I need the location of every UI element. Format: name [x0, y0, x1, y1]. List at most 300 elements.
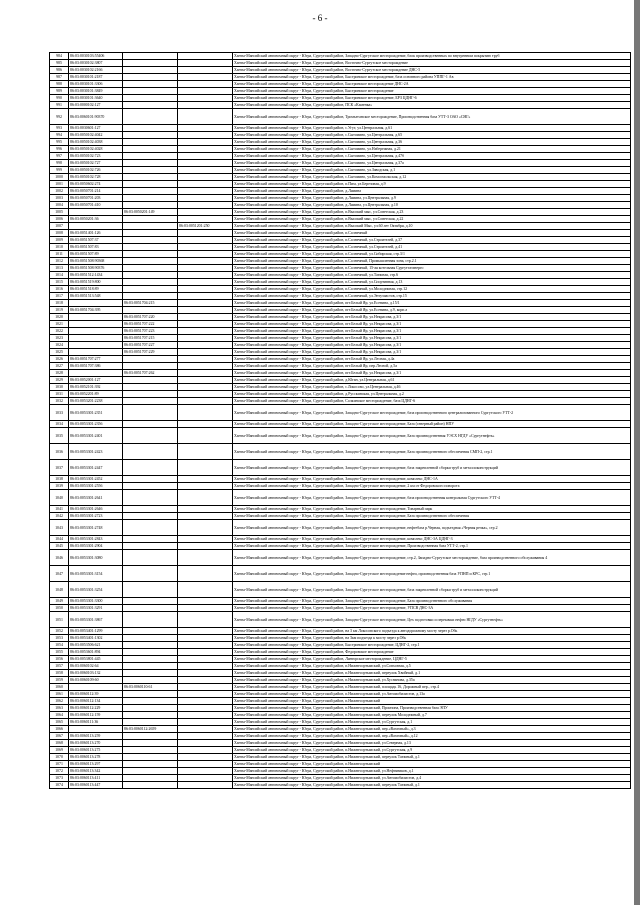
row-number: 1021	[50, 321, 69, 328]
table-row	[50, 102, 631, 109]
object-address: Ханты-Мансийский автономный округ - Югра, Сургутский район, на 3 км Локосовского подъезда к автодорожному мосту через р.Обь	[233, 628, 631, 635]
cadastral-number-alt	[123, 460, 178, 476]
object-address: Ханты-Мансийский автономный округ - Югра, Сургутский район, п.Солнечный	[233, 230, 631, 237]
table-row	[50, 265, 631, 272]
row-number: 1062	[50, 698, 69, 705]
object-address: Ханты-Мансийский автономный округ - Югра, Сургутский район, п.Нижнесортымский, площадь 16, Дорожный пер., стр.4	[233, 684, 631, 691]
cadastral-number-extra	[178, 279, 233, 286]
cadastral-number-extra	[178, 384, 233, 391]
cadastral-number: 86:03:0053201:2238	[69, 398, 123, 405]
cadastral-number: 86:03:0060113:342	[69, 768, 123, 775]
object-address: Ханты-Мансийский автономный округ - Югра, Сургутский район, п.Нижнесортымский, ул.Автомобилистов, д.4	[233, 775, 631, 782]
cadastral-number: 86:03:0060103:132	[69, 670, 123, 677]
cadastral-number-alt	[123, 712, 178, 719]
cadastral-number-alt	[123, 153, 178, 160]
table-row	[50, 244, 631, 251]
table-row	[50, 506, 631, 513]
cadastral-number-extra	[178, 356, 233, 363]
row-number: 1071	[50, 761, 69, 768]
cadastral-number: 86:03:0053301:3080	[69, 550, 123, 566]
cadastral-number-alt	[123, 649, 178, 656]
row-number: 1012	[50, 258, 69, 265]
cadastral-number: 86:03:0060112:229	[69, 705, 123, 712]
object-address: Ханты-Мансийский автономный округ - Югра, Сургутский район, Западно-Сургутское месторождение нефти, производственная база УПНП и КРС, стр.1	[233, 566, 631, 582]
cadastral-number	[69, 684, 123, 691]
object-address: Ханты-Мансийский автономный округ - Югра, Сургутский район, Солкинское месторождение, база ЦДНГ-6	[233, 398, 631, 405]
cadastral-number-extra: 86:03:0051201:250	[178, 223, 233, 230]
object-address: Ханты-Мансийский автономный округ - Югра, Сургутский район, с.Сытомино, ул.Центральная, д.47б	[233, 153, 631, 160]
object-address: Ханты-Мансийский автономный округ - Югра, Сургутский район, Западно-Сургутское месторождение, база производственного централизованного Сургутского УТТ-2	[233, 405, 631, 421]
table-row	[50, 321, 631, 328]
object-address: Ханты-Мансийский автономный округ - Югра, Сургутский район, п.Высокий мыс, ул.Советская, д.23	[233, 209, 631, 216]
object-address: Ханты-Мансийский автономный округ - Югра, Сургутский район, д.Лямина, ул.Центральная, д.10	[233, 202, 631, 209]
row-number: 997	[50, 153, 69, 160]
cadastral-number-alt	[123, 167, 178, 174]
row-number: 1059	[50, 677, 69, 684]
cadastral-number-extra	[178, 60, 233, 67]
cadastral-number-extra	[178, 719, 233, 726]
row-number: 1008	[50, 230, 69, 237]
row-number: 1014	[50, 272, 69, 279]
cadastral-number-extra	[178, 363, 233, 370]
cadastral-number	[69, 349, 123, 356]
object-address: Ханты-Мансийский автономный округ - Югра, Сургутский район, Быстринское месторождение, ЦДНГ-2, стр.1	[233, 642, 631, 649]
cadastral-number-alt	[123, 698, 178, 705]
table-row	[50, 719, 631, 726]
object-address: Ханты-Мансийский автономный округ - Югра, Сургутский район, д.Лямина, ул.Центральная, д.9	[233, 195, 631, 202]
row-number: 1016	[50, 286, 69, 293]
table-row	[50, 691, 631, 698]
row-number: 1045	[50, 543, 69, 550]
cadastral-number-alt	[123, 244, 178, 251]
cadastral-number-extra	[178, 132, 233, 139]
cadastral-number-extra	[178, 506, 233, 513]
cadastral-number-extra	[178, 782, 233, 789]
table-row	[50, 53, 631, 60]
object-address: Ханты-Мансийский автономный округ - Югра, Сургутский район, Федоровское месторождение	[233, 649, 631, 656]
cadastral-number: 86:03:0051508:90368	[69, 258, 123, 265]
table-row	[50, 81, 631, 88]
cadastral-number-alt	[123, 181, 178, 188]
cadastral-number-alt	[123, 476, 178, 483]
cadastral-number-alt	[123, 102, 178, 109]
row-number: 1023	[50, 335, 69, 342]
row-number: 1053	[50, 635, 69, 642]
cadastral-number: 86:03:0060111:36	[69, 719, 123, 726]
table-row	[50, 520, 631, 536]
cadastral-number: 86:03:0053601:894	[69, 649, 123, 656]
cadastral-number-alt	[123, 391, 178, 398]
cadastral-number-extra	[178, 160, 233, 167]
row-number: 1047	[50, 566, 69, 582]
table-row	[50, 421, 631, 428]
cadastral-number-extra	[178, 293, 233, 300]
row-number: 1056	[50, 656, 69, 663]
cadastral-number-extra	[178, 139, 233, 146]
cadastral-number-alt	[123, 598, 178, 605]
object-address: Ханты-Мансийский автономный округ - Югра, Сургутский район, п.Солнечный, 15-ая котельная Сургутгазэнерго	[233, 265, 631, 272]
cadastral-number-extra	[178, 444, 233, 460]
row-number: 1072	[50, 768, 69, 775]
cadastral-number-extra	[178, 272, 233, 279]
row-number: 988	[50, 81, 69, 88]
cadastral-number-alt	[123, 506, 178, 513]
cadastral-number: 86:03:0000102:127	[69, 102, 123, 109]
cadastral-number-extra	[178, 628, 233, 635]
cadastral-number: 86:03:0051507:89	[69, 251, 123, 258]
cadastral-number-alt	[123, 719, 178, 726]
row-number: 1009	[50, 237, 69, 244]
cadastral-number-alt	[123, 628, 178, 635]
cadastral-number: 86:03:0051401:126	[69, 230, 123, 237]
row-number: 1003	[50, 195, 69, 202]
object-address: Ханты-Мансийский автономный округ - Югра, Сургутский район, п.Нижнесортымский, Промзона, Производственная база ЭПУ	[233, 705, 631, 712]
object-address: Ханты-Мансийский автономный округ - Югра, Сургутский район, Западно-Сургутское месторождение, База производственного обеспечения	[233, 513, 631, 520]
cadastral-number-extra	[178, 398, 233, 405]
row-number: 1038	[50, 476, 69, 483]
cadastral-number-alt	[123, 642, 178, 649]
cadastral-number	[69, 209, 123, 216]
table-row	[50, 550, 631, 566]
cadastral-number: 86:03:0050102:728	[69, 174, 123, 181]
cadastral-number-extra	[178, 209, 233, 216]
cadastral-number-alt	[123, 775, 178, 782]
cadastral-number-extra	[178, 483, 233, 490]
cadastral-number: 86:03:0030101:2187	[69, 74, 123, 81]
cadastral-number: 86:03:0052001:127	[69, 377, 123, 384]
cadastral-number-extra	[178, 670, 233, 677]
cadastral-number-extra	[178, 244, 233, 251]
row-number: 991	[50, 102, 69, 109]
cadastral-number-extra	[178, 428, 233, 444]
cadastral-number-alt	[123, 582, 178, 598]
table-row	[50, 153, 631, 160]
object-address: Ханты-Мансийский автономный округ - Югра, Сургутский район, пгт.Белый Яр, ул.Есенина, д.15/1	[233, 300, 631, 307]
object-address: Ханты-Мансийский автономный округ - Югра, Сургутский район, Быстринское месторождение ДНС-2А	[233, 81, 631, 88]
row-number: 1030	[50, 384, 69, 391]
cadastral-number-alt	[123, 60, 178, 67]
cadastral-number: 86:03:0060113:411	[69, 775, 123, 782]
object-address: Ханты-Мансийский автономный округ - Югра, Сургутский район, п.Нижнесортымский, ул.Северная, д.13	[233, 740, 631, 747]
object-address: Ханты-Мансийский автономный округ - Югра, Сургутский район, Западно-Сургутское месторождение, комплекс ДНС-1А	[233, 476, 631, 483]
row-number: 1026	[50, 356, 69, 363]
object-address: Ханты-Мансийский автономный округ - Югра, Сургутский район, Западно-Сургутское месторождение, УПСВ ДНС-3А	[233, 605, 631, 612]
object-address: Ханты-Мансийский автономный округ - Югра, Сургутский район, Западно-Сургутское месторождение, Производственная база УТТ-2, стр.1	[233, 543, 631, 550]
row-number: 1064	[50, 712, 69, 719]
table-row	[50, 195, 631, 202]
property-register-table	[49, 52, 631, 789]
table-row	[50, 405, 631, 421]
cadastral-number-alt	[123, 677, 178, 684]
cadastral-number-extra	[178, 391, 233, 398]
object-address: Ханты-Мансийский автономный округ - Югра, Сургутский район, п.Солнечный, ул.Спортивная, д.13	[233, 279, 631, 286]
object-address: Ханты-Мансийский автономный округ - Югра, Сургутский район, с.Сытомино, ул.Комсомольская, д.12	[233, 174, 631, 181]
row-number: 1061	[50, 691, 69, 698]
cadastral-number: 86:03:0030103:55406	[69, 53, 123, 60]
row-number: 992	[50, 109, 69, 125]
cadastral-number-alt	[123, 444, 178, 460]
cadastral-number-extra	[178, 237, 233, 244]
row-number: 989	[50, 88, 69, 95]
object-address: Ханты-Мансийский автономный округ - Югра, Сургутский район, пгт.Белый Яр, ул.Есенина, д.9, корп.а	[233, 307, 631, 314]
table-row	[50, 74, 631, 81]
table-row	[50, 740, 631, 747]
table-row	[50, 670, 631, 677]
row-number: 1068	[50, 740, 69, 747]
row-number: 1067	[50, 733, 69, 740]
cadastral-number: 86:03:0050102:723	[69, 153, 123, 160]
row-number: 1060	[50, 684, 69, 691]
table-row	[50, 230, 631, 237]
table-row	[50, 146, 631, 153]
object-address: Ханты-Мансийский автономный округ - Югра, Сургутский район, пгт.Белый Яр, ул.Некрасова, д.3/1	[233, 335, 631, 342]
cadastral-number-extra	[178, 566, 233, 582]
cadastral-number	[69, 321, 123, 328]
row-number: 986	[50, 67, 69, 74]
cadastral-number: 86:03:0053301:3154	[69, 566, 123, 582]
object-address: Ханты-Мансийский автономный округ - Югра, Сургутский район, п.Нижнесортымский, переулок Хвойный, д.1	[233, 670, 631, 677]
table-row	[50, 223, 631, 230]
cadastral-number: 86:03:0053301:2641	[69, 490, 123, 506]
table-row	[50, 328, 631, 335]
table-row	[50, 775, 631, 782]
cadastral-number: 86:03:0030102:3807	[69, 60, 123, 67]
table-row	[50, 635, 631, 642]
cadastral-number: 86:03:0060112:39	[69, 691, 123, 698]
object-address: Ханты-Мансийский автономный округ - Югра, Сургутский район, ПСК «Каменка»	[233, 102, 631, 109]
table-row	[50, 444, 631, 460]
row-number: 1006	[50, 216, 69, 223]
table-row	[50, 605, 631, 612]
table-row	[50, 202, 631, 209]
table-row	[50, 335, 631, 342]
table-row	[50, 476, 631, 483]
cadastral-number	[69, 328, 123, 335]
cadastral-number-extra	[178, 698, 233, 705]
object-address: Ханты-Мансийский автономный округ - Югра, Сургутский район, п.Нижнесортымский, пер.«Вахтовый», д.3	[233, 726, 631, 733]
object-address: Ханты-Мансийский автономный округ - Югра, Сургутский район, п.Нижнесортымский, ул.Сургутская, д.9	[233, 747, 631, 754]
row-number: 1063	[50, 705, 69, 712]
cadastral-number-extra	[178, 258, 233, 265]
cadastral-number	[69, 342, 123, 349]
table-row	[50, 188, 631, 195]
cadastral-number-alt	[123, 67, 178, 74]
cadastral-number-extra	[178, 88, 233, 95]
object-address: Ханты-Мансийский автономный округ - Югра, Сургутский район, пгт.Белый Яр, пер.Лесной, д.5а	[233, 363, 631, 370]
cadastral-number-extra	[178, 421, 233, 428]
cadastral-number: 86:03:0051704:395	[69, 307, 123, 314]
object-address: Ханты-Мансийский автономный округ - Югра, Сургутский район, Западно-Сургутское месторождение, комплекс ДНС-3А ЦДНГ-3	[233, 536, 631, 543]
row-number: 1050	[50, 605, 69, 612]
cadastral-number-alt: 86:03:0051707:222	[123, 321, 178, 328]
cadastral-number-alt	[123, 761, 178, 768]
cadastral-number-extra	[178, 174, 233, 181]
cadastral-number-extra	[178, 405, 233, 421]
cadastral-number-alt	[123, 605, 178, 612]
cadastral-number-extra	[178, 328, 233, 335]
row-number: 1073	[50, 775, 69, 782]
cadastral-number: 86:03:0051518:89	[69, 286, 123, 293]
table-row	[50, 483, 631, 490]
cadastral-number: 86:03:0050102:4038	[69, 139, 123, 146]
cadastral-number-alt	[123, 398, 178, 405]
cadastral-number-extra	[178, 754, 233, 761]
cadastral-number: 86:03:0053301:2843	[69, 536, 123, 543]
cadastral-number: 86:03:0053301:2447	[69, 460, 123, 476]
row-number: 1044	[50, 536, 69, 543]
cadastral-number: 86:03:0051507:83	[69, 244, 123, 251]
cadastral-number-extra	[178, 677, 233, 684]
row-number: 998	[50, 160, 69, 167]
cadastral-number-extra	[178, 605, 233, 612]
row-number: 1066	[50, 726, 69, 733]
row-number: 1027	[50, 363, 69, 370]
object-address: Ханты-Мансийский автономный округ - Югра, Сургутский район, п.Солнечный, ул.Энтузиастов, стр.15	[233, 293, 631, 300]
object-address: Ханты-Мансийский автономный округ - Югра, Сургутский район, п.Нижнесортымский, ул.Совхозная, д.5	[233, 663, 631, 670]
cadastral-number-extra	[178, 95, 233, 102]
row-number: 984	[50, 53, 69, 60]
cadastral-number-alt	[123, 550, 178, 566]
object-address: Ханты-Мансийский автономный округ - Югра, Сургутский район, с.Сытомино, ул.Центральная, д.65	[233, 132, 631, 139]
cadastral-number: 86:03:0053301:2351	[69, 405, 123, 421]
table-row	[50, 705, 631, 712]
object-address: Ханты-Мансийский автономный округ - Югра, Сургутский район, Западно-Сургутское месторождение, блок производственных по внутренним покрытию труб	[233, 53, 631, 60]
cadastral-number-alt	[123, 705, 178, 712]
cadastral-number	[69, 370, 123, 377]
cadastral-number-extra	[178, 370, 233, 377]
cadastral-number-alt	[123, 174, 178, 181]
cadastral-number-extra	[178, 125, 233, 132]
table-row	[50, 566, 631, 582]
cadastral-number: 86:03:0053401:1302	[69, 635, 123, 642]
row-number: 1035	[50, 428, 69, 444]
cadastral-number-extra	[178, 476, 233, 483]
cadastral-number-alt	[123, 53, 178, 60]
cadastral-number: 86:03:0053801:445	[69, 656, 123, 663]
row-number: 1037	[50, 460, 69, 476]
table-row	[50, 460, 631, 476]
cadastral-number: 86:03:0053301:2723	[69, 513, 123, 520]
cadastral-number-alt	[123, 286, 178, 293]
row-number: 1019	[50, 307, 69, 314]
cadastral-number: 86:03:0050102:727	[69, 160, 123, 167]
table-row	[50, 384, 631, 391]
object-address: Ханты-Мансийский автономный округ - Югра, Сургутский район, пгт.Белый Яр, ул.Лесная, д.4а	[233, 356, 631, 363]
object-address: Ханты-Мансийский автономный округ - Югра, Сургутский район, Восточно-Сургутское месторождение ДНС-5	[233, 67, 631, 74]
cadastral-number-extra	[178, 102, 233, 109]
row-number: 1057	[50, 663, 69, 670]
object-address: Ханты-Мансийский автономный округ - Югра, Сургутский район, п.Солнечный, ул.Молодежная, стр.12	[233, 286, 631, 293]
object-address: Ханты-Мансийский автономный округ - Югра, Сургутский район, д.Русскинская, ул.Центральная, д.2	[233, 391, 631, 398]
row-number: 1058	[50, 670, 69, 677]
cadastral-number-alt	[123, 293, 178, 300]
cadastral-number: 86:03:0053401:1299	[69, 628, 123, 635]
cadastral-number: 86:03:0030101:3640	[69, 95, 123, 102]
cadastral-number-alt	[123, 258, 178, 265]
row-number: 1070	[50, 754, 69, 761]
object-address: Ханты-Мансийский автономный округ - Югра, Сургутский район, Быстринское месторождение, БРЗ ЦДНГ-6	[233, 95, 631, 102]
cadastral-number-alt	[123, 405, 178, 421]
cadastral-number-alt	[123, 279, 178, 286]
table-row	[50, 642, 631, 649]
table-row	[50, 300, 631, 307]
row-number: 1054	[50, 642, 69, 649]
cadastral-number: 86:03:0060113:270	[69, 740, 123, 747]
table-row	[50, 370, 631, 377]
row-number: 1069	[50, 747, 69, 754]
cadastral-number: 86:03:0050102:4042	[69, 132, 123, 139]
cadastral-number-alt: 86:03:0051707:262	[123, 370, 178, 377]
table-row	[50, 356, 631, 363]
cadastral-number-alt	[123, 109, 178, 125]
cadastral-number	[69, 314, 123, 321]
cadastral-number: 86:03:0053301:3867	[69, 612, 123, 628]
cadastral-number-alt	[123, 782, 178, 789]
table-row	[50, 60, 631, 67]
object-address: Ханты-Мансийский автономный округ - Югра, Сургутский район, д.Лямина	[233, 188, 631, 195]
object-address: Ханты-Мансийский автономный округ - Югра, Сургутский район, п.Солнечный, ул.Сибирская, стр.3/1	[233, 251, 631, 258]
cadastral-number-extra	[178, 768, 233, 775]
cadastral-number-alt	[123, 384, 178, 391]
table-row	[50, 663, 631, 670]
cadastral-number: 86:03:0051507:37	[69, 237, 123, 244]
row-number: 996	[50, 146, 69, 153]
cadastral-number-alt: 86:03:0060112:2659	[123, 726, 178, 733]
cadastral-number-extra	[178, 314, 233, 321]
row-number: 1033	[50, 405, 69, 421]
cadastral-number-extra	[178, 612, 233, 628]
cadastral-number-extra	[178, 230, 233, 237]
table-row	[50, 428, 631, 444]
table-row	[50, 612, 631, 628]
cadastral-number-extra	[178, 195, 233, 202]
row-number: 1018	[50, 300, 69, 307]
cadastral-number-alt	[123, 160, 178, 167]
cadastral-number-alt	[123, 95, 178, 102]
cadastral-number-alt	[123, 139, 178, 146]
cadastral-number-extra	[178, 81, 233, 88]
row-number: 1046	[50, 550, 69, 566]
cadastral-number: 86:03:0053301:2904	[69, 543, 123, 550]
cadastral-number-alt	[123, 663, 178, 670]
cadastral-number: 86:03:0050201:36	[69, 216, 123, 223]
cadastral-number-extra	[178, 520, 233, 536]
row-number: 999	[50, 167, 69, 174]
cadastral-number: 86:03:0050102:726	[69, 167, 123, 174]
table-row	[50, 67, 631, 74]
cadastral-number: 86:03:0050701:410	[69, 202, 123, 209]
object-address: Ханты-Мансийский автономный округ - Югра, Сургутский район, п.Нижнесортымский, ул.Хуснанова, д.35а	[233, 677, 631, 684]
object-address: Ханты-Мансийский автономный округ - Югра, Сургутский район, Западно-Сургутское месторождение, База производственного обслуживания	[233, 598, 631, 605]
cadastral-number-alt	[123, 223, 178, 230]
object-address: Ханты-Мансийский автономный округ - Югра, Сургутский район, с.Сытомино, ул.Центральная, д.36	[233, 139, 631, 146]
cadastral-number-alt	[123, 265, 178, 272]
object-address: Ханты-Мансийский автономный округ - Югра, Сургутский район, с.Сытомино, ул.Набережная, д.21	[233, 146, 631, 153]
cadastral-number: 86:03:0053301:2423	[69, 444, 123, 460]
row-number: 1040	[50, 490, 69, 506]
object-address: Ханты-Мансийский автономный округ - Югра, Сургутский район, пгт.Белый Яр, ул.Некрасова, д.3/1	[233, 328, 631, 335]
cadastral-number: 86:03:0053301:3254	[69, 582, 123, 598]
table-row	[50, 726, 631, 733]
cadastral-number-alt	[123, 490, 178, 506]
cadastral-number-alt	[123, 195, 178, 202]
row-number: 990	[50, 95, 69, 102]
table-row	[50, 237, 631, 244]
cadastral-number-extra	[178, 377, 233, 384]
cadastral-number-extra	[178, 153, 233, 160]
cadastral-number-extra	[178, 286, 233, 293]
cadastral-number-extra	[178, 536, 233, 543]
